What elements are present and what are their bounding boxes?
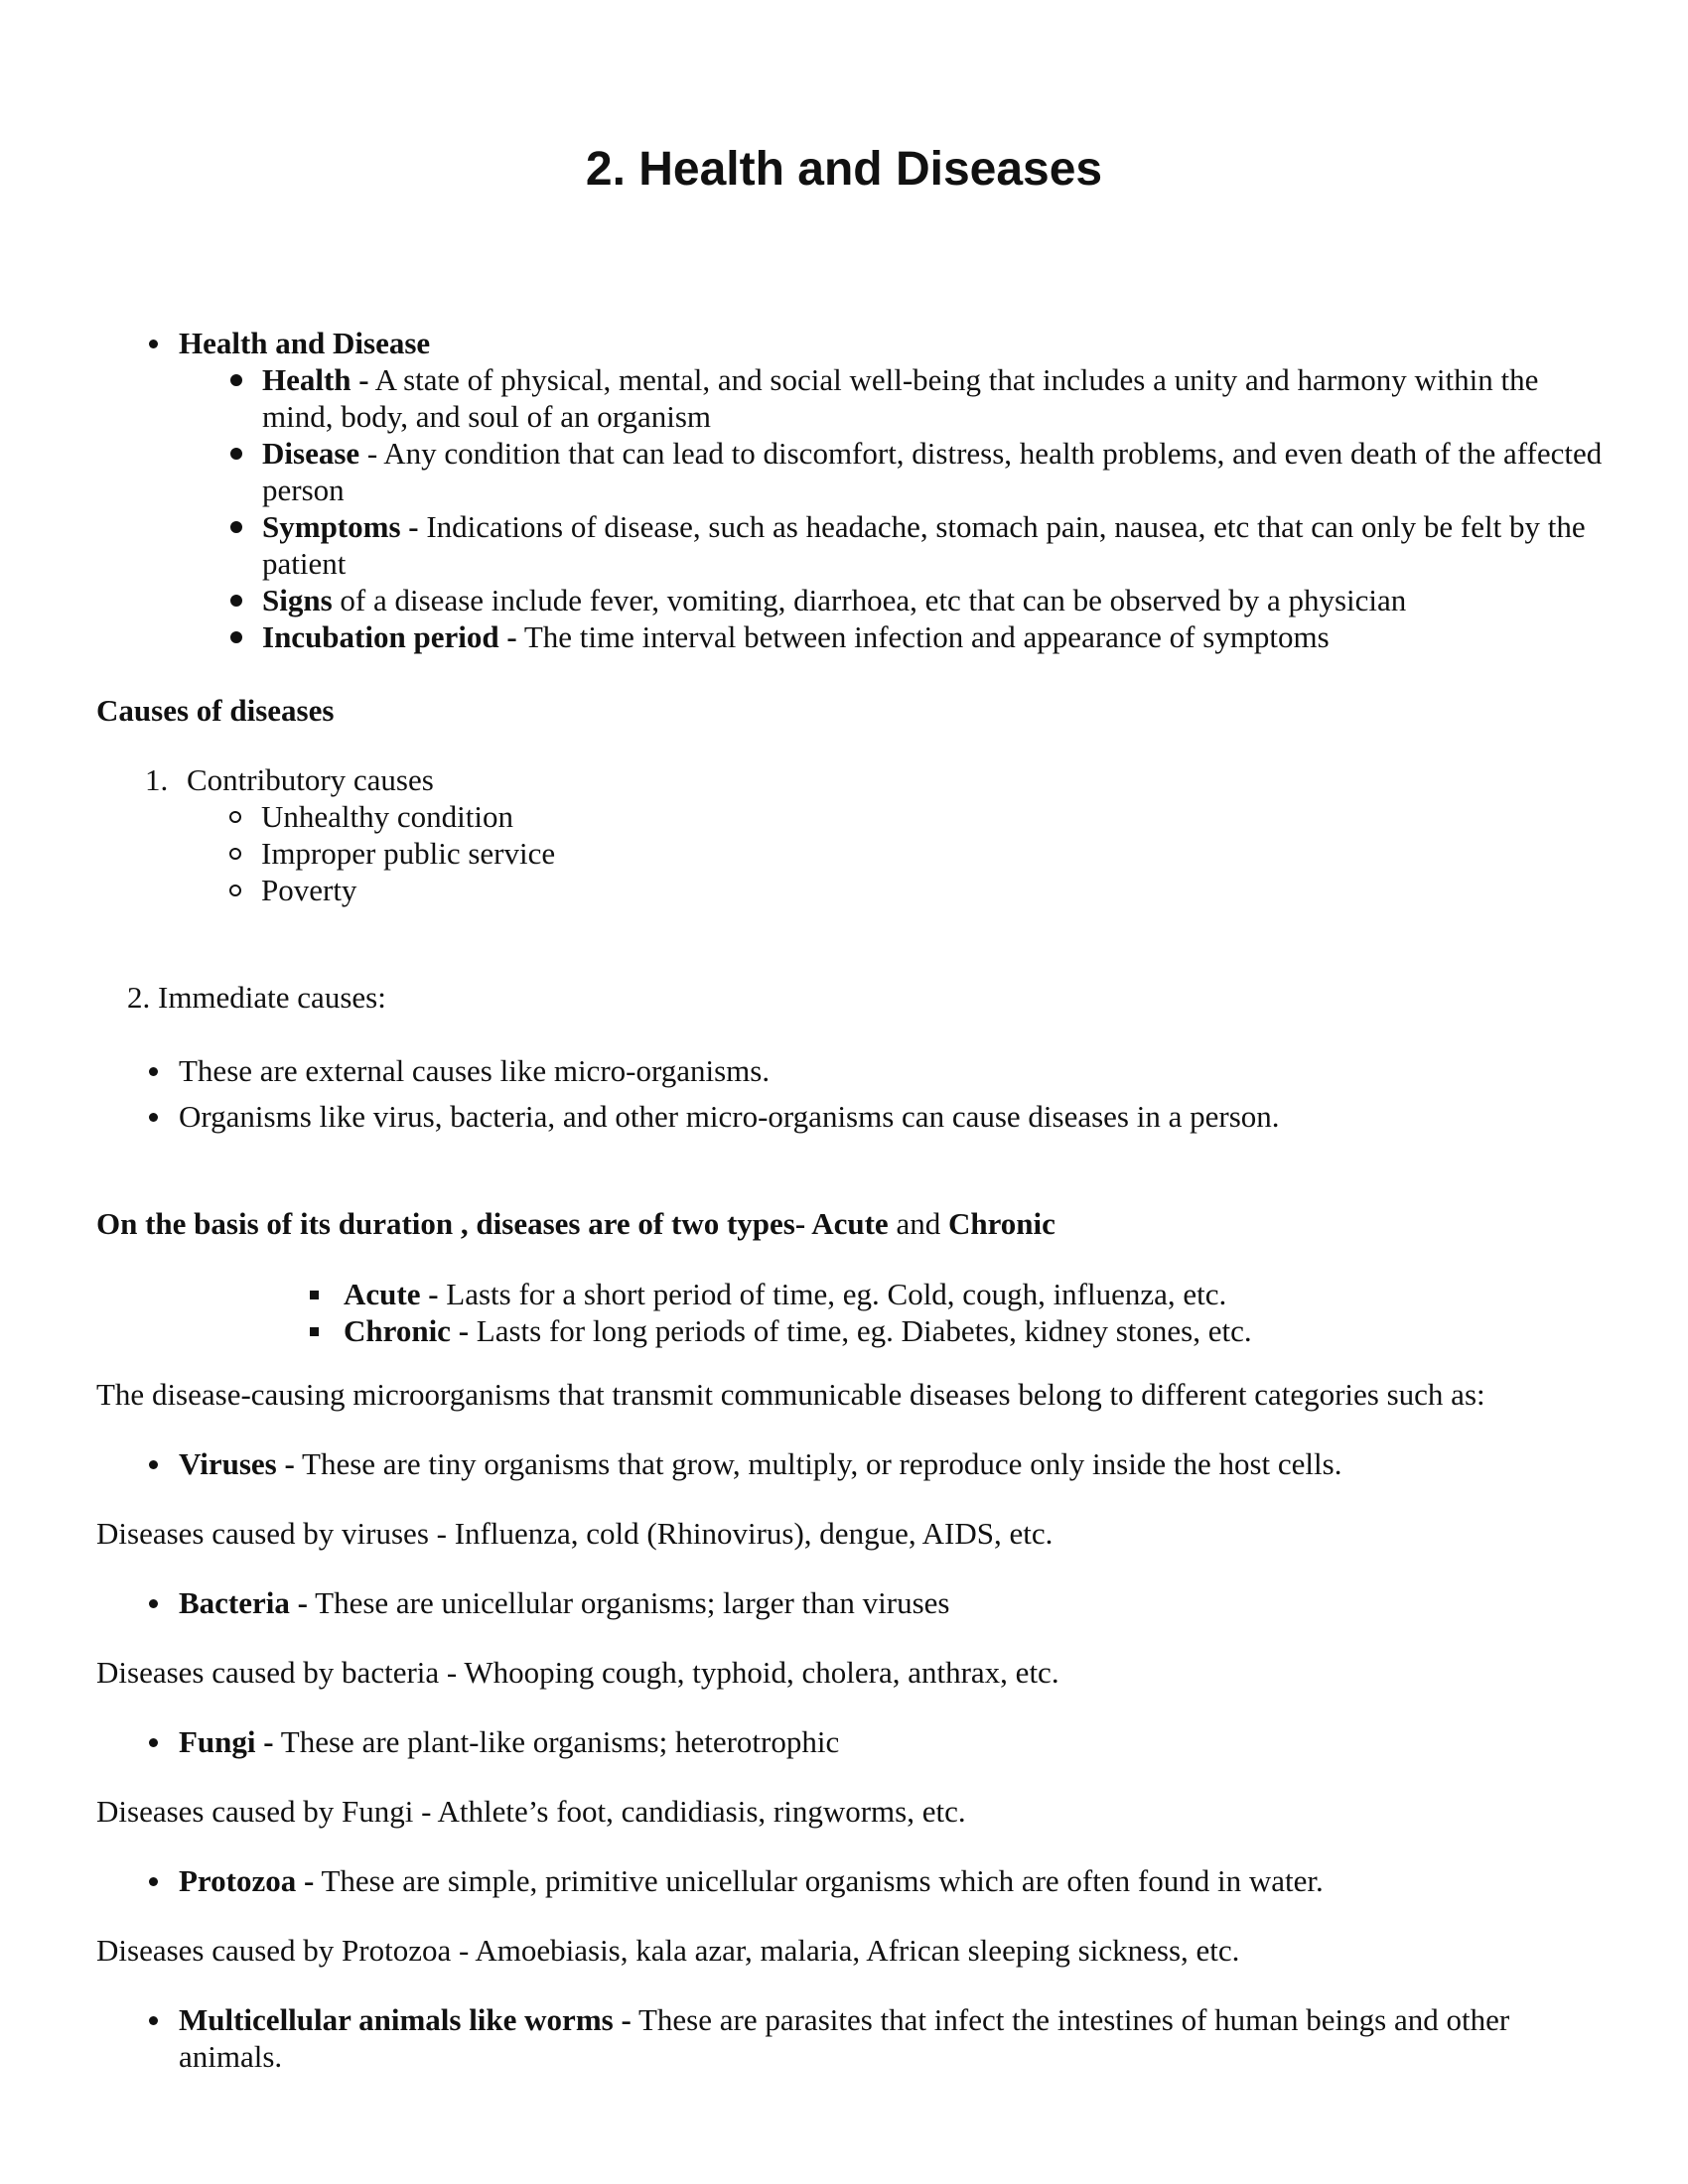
- immediate-causes-label: 2. Immediate causes:: [127, 980, 386, 1015]
- diseases-viruses: Diseases caused by viruses - Influenza, cold (Rhinovirus), dengue, AIDS, etc.: [96, 1516, 1054, 1551]
- contributory-list: [261, 798, 1477, 908]
- microbes-intro: The disease-causing microorganisms that transmit communicable diseases belong to different categories such as:: [96, 1377, 1485, 1412]
- list-item: [179, 325, 1609, 655]
- diseases-protozoa: Diseases caused by Protozoa - Amoebiasis, kala azar, malaria, African sleeping sickness, etc.: [96, 1933, 1240, 1968]
- term-acute: Acute -: [344, 1277, 439, 1311]
- term-viruses: Viruses -: [179, 1446, 295, 1481]
- term-symptoms: Symptoms -: [262, 509, 419, 544]
- definition-viruses: These are tiny organisms that grow, multiply, or reproduce only inside the host cells.: [294, 1446, 1342, 1481]
- list-item: [179, 1445, 1609, 1482]
- term-disease: Disease: [262, 436, 360, 471]
- microbe-fungi: [179, 1723, 1609, 1760]
- term-chronic: Chronic -: [344, 1313, 470, 1348]
- list-item: [344, 1312, 1585, 1349]
- list-item: [262, 582, 1609, 618]
- immediate-causes-list: [179, 1052, 1609, 1135]
- definition-acute: Lasts for a short period of time, eg. Cold, cough, influenza, etc.: [438, 1277, 1227, 1311]
- microbe-worms: [179, 2001, 1549, 2075]
- definition-incubation-period: The time interval between infection and appearance of symptoms: [516, 619, 1330, 654]
- term-health: Health -: [262, 362, 369, 397]
- definition-worms: These are parasites that infect the intestines of human beings and other animals.: [179, 2002, 1510, 2074]
- microbe-bacteria: [179, 1584, 1609, 1621]
- list-item: [262, 361, 1609, 435]
- causes-heading: Causes of diseases: [96, 693, 335, 728]
- list-item: [179, 2001, 1549, 2075]
- microbe-protozoa: [179, 1862, 1609, 1899]
- diseases-bacteria: Diseases caused by bacteria - Whooping cough, typhoid, cholera, anthrax, etc.: [96, 1655, 1059, 1690]
- intro-heading: Health and Disease: [179, 326, 431, 360]
- duration-list: [344, 1276, 1585, 1349]
- list-item: [262, 508, 1609, 582]
- intro-list: [179, 325, 1609, 655]
- microbe-viruses: [179, 1445, 1609, 1482]
- list-item: [179, 1723, 1609, 1760]
- definition-signs: of a disease include fever, vomiting, diarrhoea, etc that can be observed by a physician: [332, 583, 1407, 617]
- list-item: [344, 1276, 1585, 1312]
- list-number: 1.: [145, 762, 169, 797]
- duration-heading: On the basis of its duration , diseases are of two types- Acute and Chronic: [96, 1206, 1055, 1241]
- term-protozoa: Protozoa -: [179, 1863, 315, 1898]
- definition-chronic: Lasts for long periods of time, eg. Diabetes, kidney stones, etc.: [469, 1313, 1252, 1348]
- diseases-fungi: Diseases caused by Fungi - Athlete’s foot, candidiasis, ringworms, etc.: [96, 1794, 966, 1829]
- term-worms: Multicellular animals like worms -: [179, 2002, 632, 2037]
- definition-health: A state of physical, mental, and social well-being that includes a unity and harmony within the mind, body, and soul of an organism: [262, 362, 1539, 434]
- list-item: [179, 1584, 1609, 1621]
- list-item: Unhealthy condition: [261, 798, 1477, 835]
- term-incubation-period: Incubation period -: [262, 619, 517, 654]
- term-signs: Signs: [262, 583, 333, 617]
- list-item: These are external causes like micro-organisms.: [179, 1052, 1609, 1089]
- definition-symptoms: Indications of disease, such as headache, stomach pain, nausea, etc that can only be felt by the patient: [262, 509, 1586, 581]
- page-title: 2. Health and Diseases: [585, 143, 1103, 196]
- contributory-label: Contributory causes: [187, 762, 434, 797]
- contributory-causes: [145, 761, 1477, 908]
- list-item: Improper public service: [261, 835, 1477, 872]
- definition-fungi: These are plant-like organisms; heterotrophic: [273, 1724, 840, 1759]
- list-item: [179, 1862, 1609, 1899]
- definition-bacteria: These are unicellular organisms; larger than viruses: [307, 1585, 950, 1620]
- term-fungi: Fungi -: [179, 1724, 274, 1759]
- definition-disease: - Any condition that can lead to discomfort, distress, health problems, and even death of the affected person: [262, 436, 1603, 507]
- list-item: [262, 435, 1609, 508]
- intro-sublist: [262, 361, 1609, 655]
- list-item: [262, 618, 1609, 655]
- term-bacteria: Bacteria -: [179, 1585, 308, 1620]
- list-item: Poverty: [261, 872, 1477, 908]
- definition-protozoa: These are simple, primitive unicellular organisms which are often found in water.: [314, 1863, 1324, 1898]
- list-item: Organisms like virus, bacteria, and other micro-organisms can cause diseases in a person.: [179, 1098, 1609, 1135]
